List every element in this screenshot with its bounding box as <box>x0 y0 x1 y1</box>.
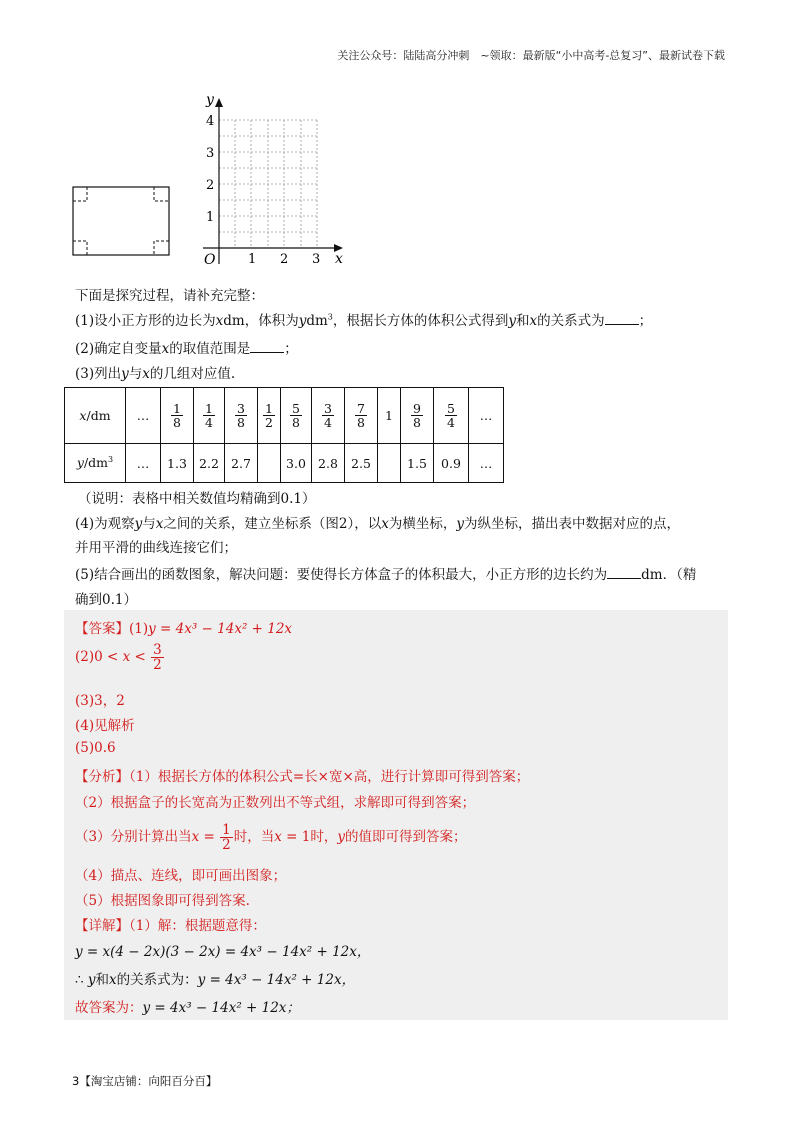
y-header: $y/dm^3$ <box>65 444 126 483</box>
question-5: (5)结合画出的函数图象，解决问题：要使得长方体盒子的体积最大，小正方形的边长约为 dm．（精 <box>75 567 697 583</box>
answer-blank[interactable] <box>250 340 284 353</box>
x-value: $\frac{1}{8}$ <box>173 400 181 430</box>
detail-1: 【详解】（1）解：根据题意得： <box>75 918 266 934</box>
table-row-x: x/dm … $\frac{1}{8}$ $\frac{1}{4}$ $\frac{3}{8}$ $\frac{1}{2}$ $\frac{5}{8}$ $\frac{3}{4}$ $\frac{7}{8}$ 1 $\frac{9}{8}$ $\frac{5}{4}$ … <box>65 388 504 444</box>
detail-4: 故答案为：y = 4x³ − 14x² + 12x； <box>75 1000 300 1016</box>
y-tick: 1 <box>206 210 215 225</box>
table-note: （说明：表格中相关数值均精确到0.1） <box>78 491 316 507</box>
x-value: $\frac{3}{4}$ <box>324 400 332 430</box>
x-value: $\frac{1}{4}$ <box>205 400 213 430</box>
x-value: $\frac{5}{8}$ <box>292 400 300 430</box>
answer-1: 【答案】(1)y = 4x³ − 14x² + 12x <box>75 621 293 637</box>
box-net-figure <box>72 186 172 258</box>
x-header: x/dm <box>65 388 126 444</box>
y-axis-arrow <box>215 98 223 107</box>
x-tick: 3 <box>312 252 321 267</box>
answer-5: (5)0.6 <box>75 740 116 756</box>
page-footer: 3【淘宝店铺：向阳百分百】 <box>72 1074 218 1088</box>
x-value: $\frac{1}{2}$ <box>265 400 273 430</box>
value-table <box>64 387 504 483</box>
corner-squares <box>73 187 169 255</box>
y-tick: 3 <box>206 146 215 161</box>
x-axis-label: x <box>335 251 343 267</box>
question-5-line2: 确到0.1） <box>75 592 137 608</box>
y-tick: 4 <box>206 114 215 129</box>
analysis-5: （5）根据图象即可得到答案. <box>75 893 250 909</box>
analysis-4: （4）描点、连线，即可画出图象； <box>75 868 287 884</box>
x-tick: 2 <box>280 252 289 267</box>
origin-label: O <box>204 252 216 268</box>
analysis-3: （3）分别计算出当x = $\frac{1}{2}$ 时，当x = 1时，y的值即可得到答案； <box>75 822 467 854</box>
answer-2: (2)0 < x < $\frac{3}{2}$ <box>75 642 162 674</box>
y-axis-label: y <box>206 92 214 108</box>
answer-blank[interactable] <box>605 312 639 325</box>
x-tick: 1 <box>248 252 257 267</box>
intro-text: 下面是探究过程，请补充完整： <box>75 288 264 304</box>
question-4-line2: 并用平滑的曲线连接它们； <box>75 540 237 556</box>
question-4: (4)为观察y与x之间的关系，建立坐标系（图2），以x为横坐标，y为纵坐标，描出表中数据对应的点， <box>75 516 680 532</box>
x-value: $\frac{7}{8}$ <box>357 400 365 430</box>
detail-3: ∴ y和x的关系式为：y = 4x³ − 14x² + 12x， <box>75 972 356 988</box>
x-value: $\frac{9}{8}$ <box>413 400 421 430</box>
answer-4: (4)见解析 <box>75 718 135 734</box>
table-row-y: $y/dm^3$ … 1.3 2.2 2.7 3.0 2.8 2.5 1.5 0.9 … <box>65 444 504 483</box>
page-header: 关注公众号：陆陆高分冲刺 ~领取：最新版“小中高考-总复习”、最新试卷下载 <box>337 49 725 62</box>
answer-3: (3)3，2 <box>75 693 125 709</box>
answer-blank[interactable] <box>607 566 641 579</box>
question-1: (1)设小正方形的边长为xdm，体积为ydm$^3$，根据长方体的体积公式得到y和x的关系式为 ； <box>75 312 653 329</box>
y-tick: 2 <box>206 178 215 193</box>
question-2: (2)确定自变量x的取值范围是 ； <box>75 341 298 357</box>
question-3: (3)列出y与x的几组对应值. <box>75 366 236 382</box>
coordinate-grid <box>195 90 355 270</box>
x-value: $\frac{3}{8}$ <box>237 400 245 430</box>
analysis-2: （2）根据盒子的长宽高为正数列出不等式组，求解即可得到答案； <box>75 795 476 811</box>
x-value: $\frac{5}{4}$ <box>447 400 455 430</box>
detail-2: y = x(4 − 2x)(3 − 2x) = 4x³ − 14x² + 12x， <box>75 944 371 960</box>
analysis-1: 【分析】（1）根据长方体的体积公式=长×宽×高，进行计算即可得到答案； <box>75 769 530 785</box>
